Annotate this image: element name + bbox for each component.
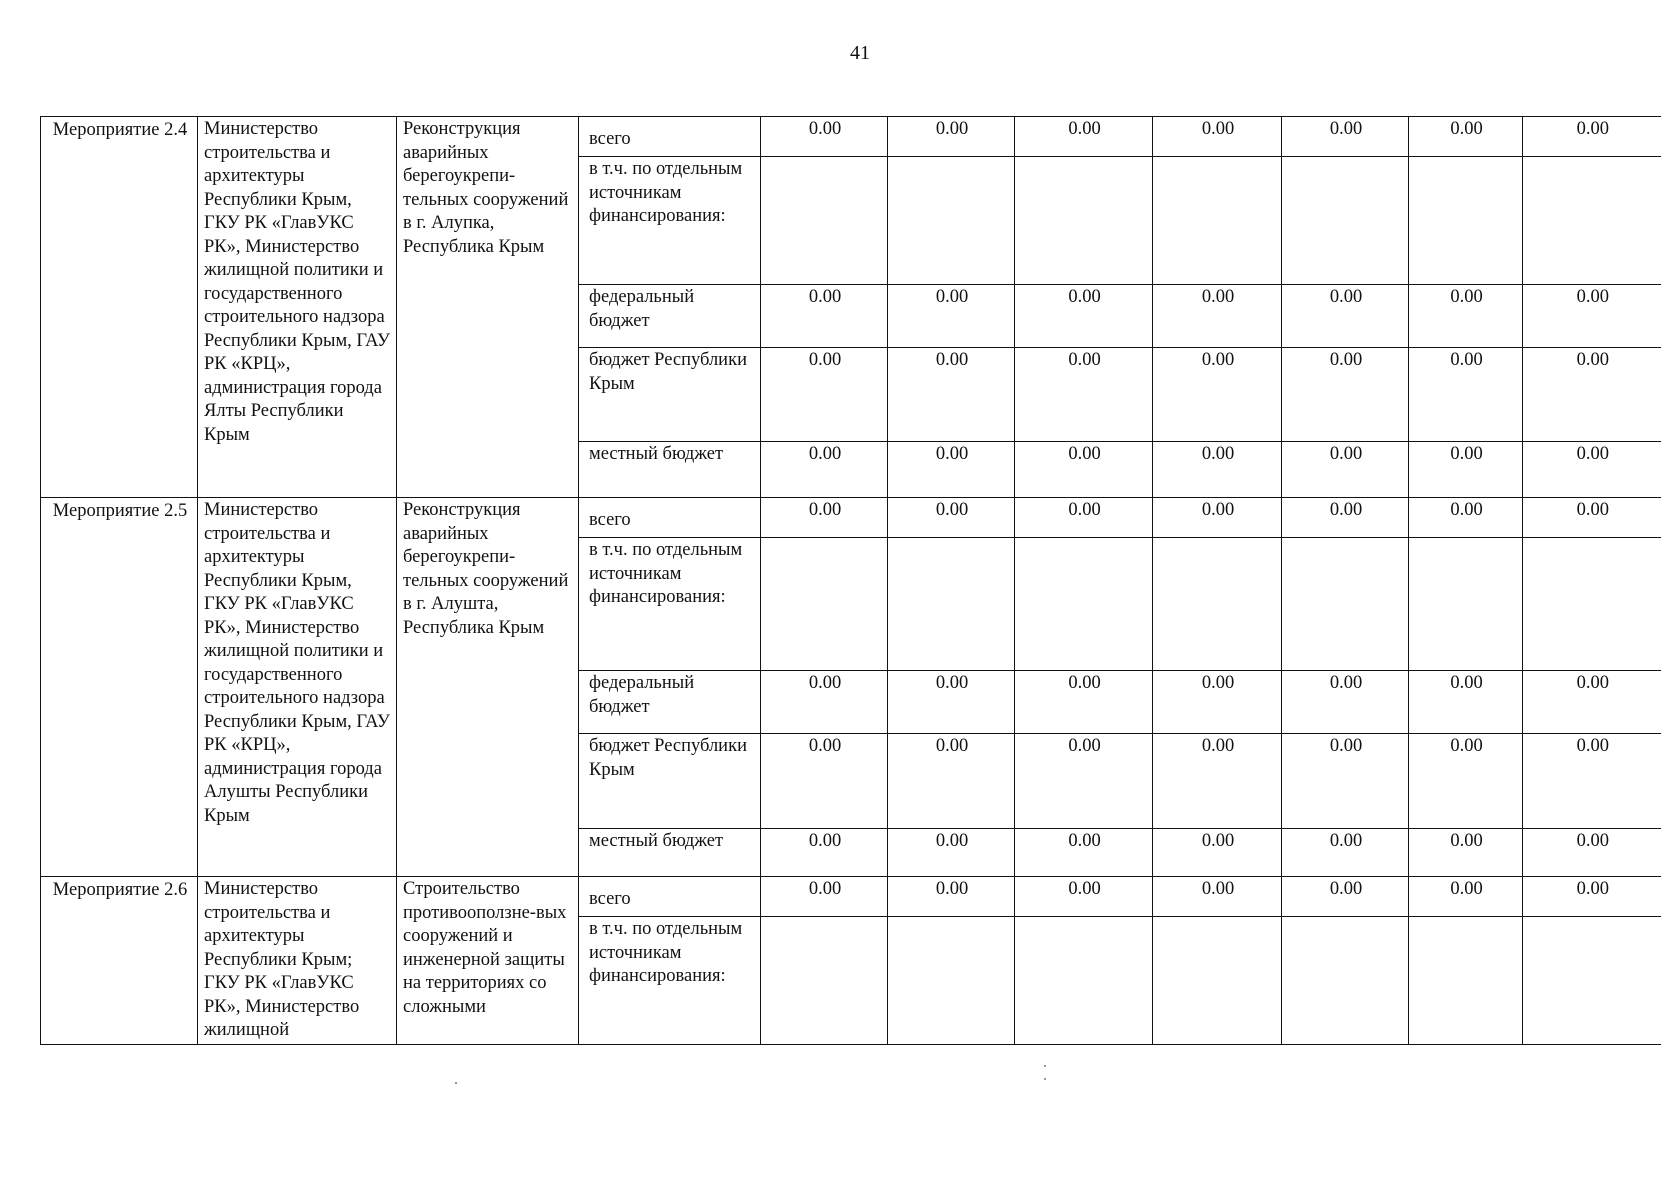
table-row [41,877,1661,917]
page-number: 41 [850,42,870,64]
amount-cell: 0.00 [761,442,888,498]
amount-cell: 0.00 [761,877,888,917]
amount-cell: 0.00 [1282,285,1409,348]
amount-cell: 0.00 [1015,671,1153,734]
amount-cell: 0.00 [1015,829,1153,877]
amount-cell: 0.00 [761,285,888,348]
funding-source-cell: всего [579,117,761,157]
table-row [41,117,1661,157]
amount-cell: 0.00 [1015,734,1153,829]
scan-speck [1044,1065,1046,1067]
amount-cell: 0.00 [761,829,888,877]
executors-cell: Министерство строительства и архитектуры Республики Крым, ГКУ РК «ГлавУКС РК», Министерство жилищной политики и государственного строительного надзора Республики Крым, ГАУ РК «КРЦ», администрация города Ялты Республики Крым [198,117,397,498]
funding-source-cell: в т.ч. по отдельным источникам финансирования: [579,157,761,285]
amount-cell: 0.00 [1523,442,1661,498]
amount-cell: 0.00 [1015,442,1153,498]
funding-source-cell: федеральный бюджет [579,285,761,348]
amount-cell: 0.00 [888,829,1015,877]
amount-cell [1409,917,1523,1045]
amount-cell [1409,538,1523,671]
amount-cell [1282,917,1409,1045]
funding-source-cell: федеральный бюджет [579,671,761,734]
amount-cell: 0.00 [1409,285,1523,348]
amount-cell: 0.00 [1409,498,1523,538]
amount-cell: 0.00 [1153,829,1282,877]
amount-cell: 0.00 [1015,498,1153,538]
amount-cell: 0.00 [1409,734,1523,829]
funding-source-cell: местный бюджет [579,829,761,877]
funding-source-cell: в т.ч. по отдельным источникам финансирования: [579,538,761,671]
amount-cell: 0.00 [1282,829,1409,877]
amount-cell: 0.00 [1282,734,1409,829]
amount-cell: 0.00 [1409,348,1523,442]
amount-cell: 0.00 [1015,117,1153,157]
amount-cell: 0.00 [1409,671,1523,734]
executors-cell: Министерство строительства и архитектуры Республики Крым; ГКУ РК «ГлавУКС РК», Министерство жилищной [198,877,397,1045]
amount-cell: 0.00 [761,498,888,538]
amount-cell [1282,538,1409,671]
funding-source-cell: бюджет Республики Крым [579,734,761,829]
measure-name-cell: Реконструкция аварийных берегоукрепи-тельных сооружений в г. Алупка, Республика Крым [397,117,579,498]
amount-cell [761,157,888,285]
amount-cell [1523,917,1661,1045]
amount-cell: 0.00 [1153,734,1282,829]
amount-cell: 0.00 [888,671,1015,734]
measure-id-cell: Мероприятие 2.4 [41,117,198,498]
amount-cell [1409,157,1523,285]
amount-cell: 0.00 [1015,348,1153,442]
table-row [41,498,1661,538]
amount-cell: 0.00 [888,877,1015,917]
amount-cell: 0.00 [1153,442,1282,498]
amount-cell: 0.00 [888,734,1015,829]
amount-cell: 0.00 [1523,877,1661,917]
funding-source-cell: всего [579,877,761,917]
amount-cell: 0.00 [1523,734,1661,829]
amount-cell: 0.00 [1282,877,1409,917]
amount-cell [1015,157,1153,285]
amount-cell [761,538,888,671]
amount-cell [1153,538,1282,671]
funding-source-cell: в т.ч. по отдельным источникам финансирования: [579,917,761,1045]
table-body [41,117,1661,1045]
amount-cell: 0.00 [761,671,888,734]
budget-table [40,116,1661,1045]
amount-cell: 0.00 [1409,829,1523,877]
amount-cell: 0.00 [1523,117,1661,157]
amount-cell: 0.00 [1015,285,1153,348]
amount-cell [1015,538,1153,671]
scan-speck [455,1082,457,1084]
amount-cell: 0.00 [1153,285,1282,348]
amount-cell: 0.00 [1523,671,1661,734]
amount-cell [1153,917,1282,1045]
measure-id-cell: Мероприятие 2.5 [41,498,198,877]
amount-cell: 0.00 [1282,498,1409,538]
amount-cell: 0.00 [1282,117,1409,157]
amount-cell [888,157,1015,285]
amount-cell: 0.00 [761,117,888,157]
amount-cell: 0.00 [888,498,1015,538]
measure-name-cell: Строительство противооползне-вых сооружений и инженерной защиты на территориях со сложными [397,877,579,1045]
amount-cell: 0.00 [1153,671,1282,734]
amount-cell [1523,157,1661,285]
funding-source-cell: местный бюджет [579,442,761,498]
amount-cell [1282,157,1409,285]
amount-cell: 0.00 [1153,348,1282,442]
amount-cell [1015,917,1153,1045]
amount-cell: 0.00 [761,348,888,442]
amount-cell: 0.00 [1523,348,1661,442]
amount-cell: 0.00 [888,348,1015,442]
measure-id-cell: Мероприятие 2.6 [41,877,198,1045]
amount-cell: 0.00 [888,117,1015,157]
amount-cell: 0.00 [888,442,1015,498]
funding-source-cell: всего [579,498,761,538]
amount-cell [1523,538,1661,671]
amount-cell: 0.00 [1282,671,1409,734]
measure-name-cell: Реконструкция аварийных берегоукрепи-тельных сооружений в г. Алушта, Республика Крым [397,498,579,877]
amount-cell: 0.00 [1409,442,1523,498]
amount-cell: 0.00 [1153,117,1282,157]
amount-cell: 0.00 [1282,442,1409,498]
amount-cell [888,917,1015,1045]
scan-speck [1044,1078,1046,1080]
funding-source-cell: бюджет Республики Крым [579,348,761,442]
amount-cell: 0.00 [888,285,1015,348]
amount-cell [888,538,1015,671]
amount-cell: 0.00 [1523,829,1661,877]
amount-cell: 0.00 [761,734,888,829]
amount-cell: 0.00 [1409,877,1523,917]
executors-cell: Министерство строительства и архитектуры Республики Крым, ГКУ РК «ГлавУКС РК», Министерство жилищной политики и государственного строительного надзора Республики Крым, ГАУ РК «КРЦ», администрация города Алушты Республики Крым [198,498,397,877]
amount-cell: 0.00 [1153,498,1282,538]
amount-cell [1153,157,1282,285]
amount-cell: 0.00 [1523,498,1661,538]
amount-cell: 0.00 [1282,348,1409,442]
amount-cell [761,917,888,1045]
amount-cell: 0.00 [1523,285,1661,348]
amount-cell: 0.00 [1015,877,1153,917]
amount-cell: 0.00 [1409,117,1523,157]
amount-cell: 0.00 [1153,877,1282,917]
